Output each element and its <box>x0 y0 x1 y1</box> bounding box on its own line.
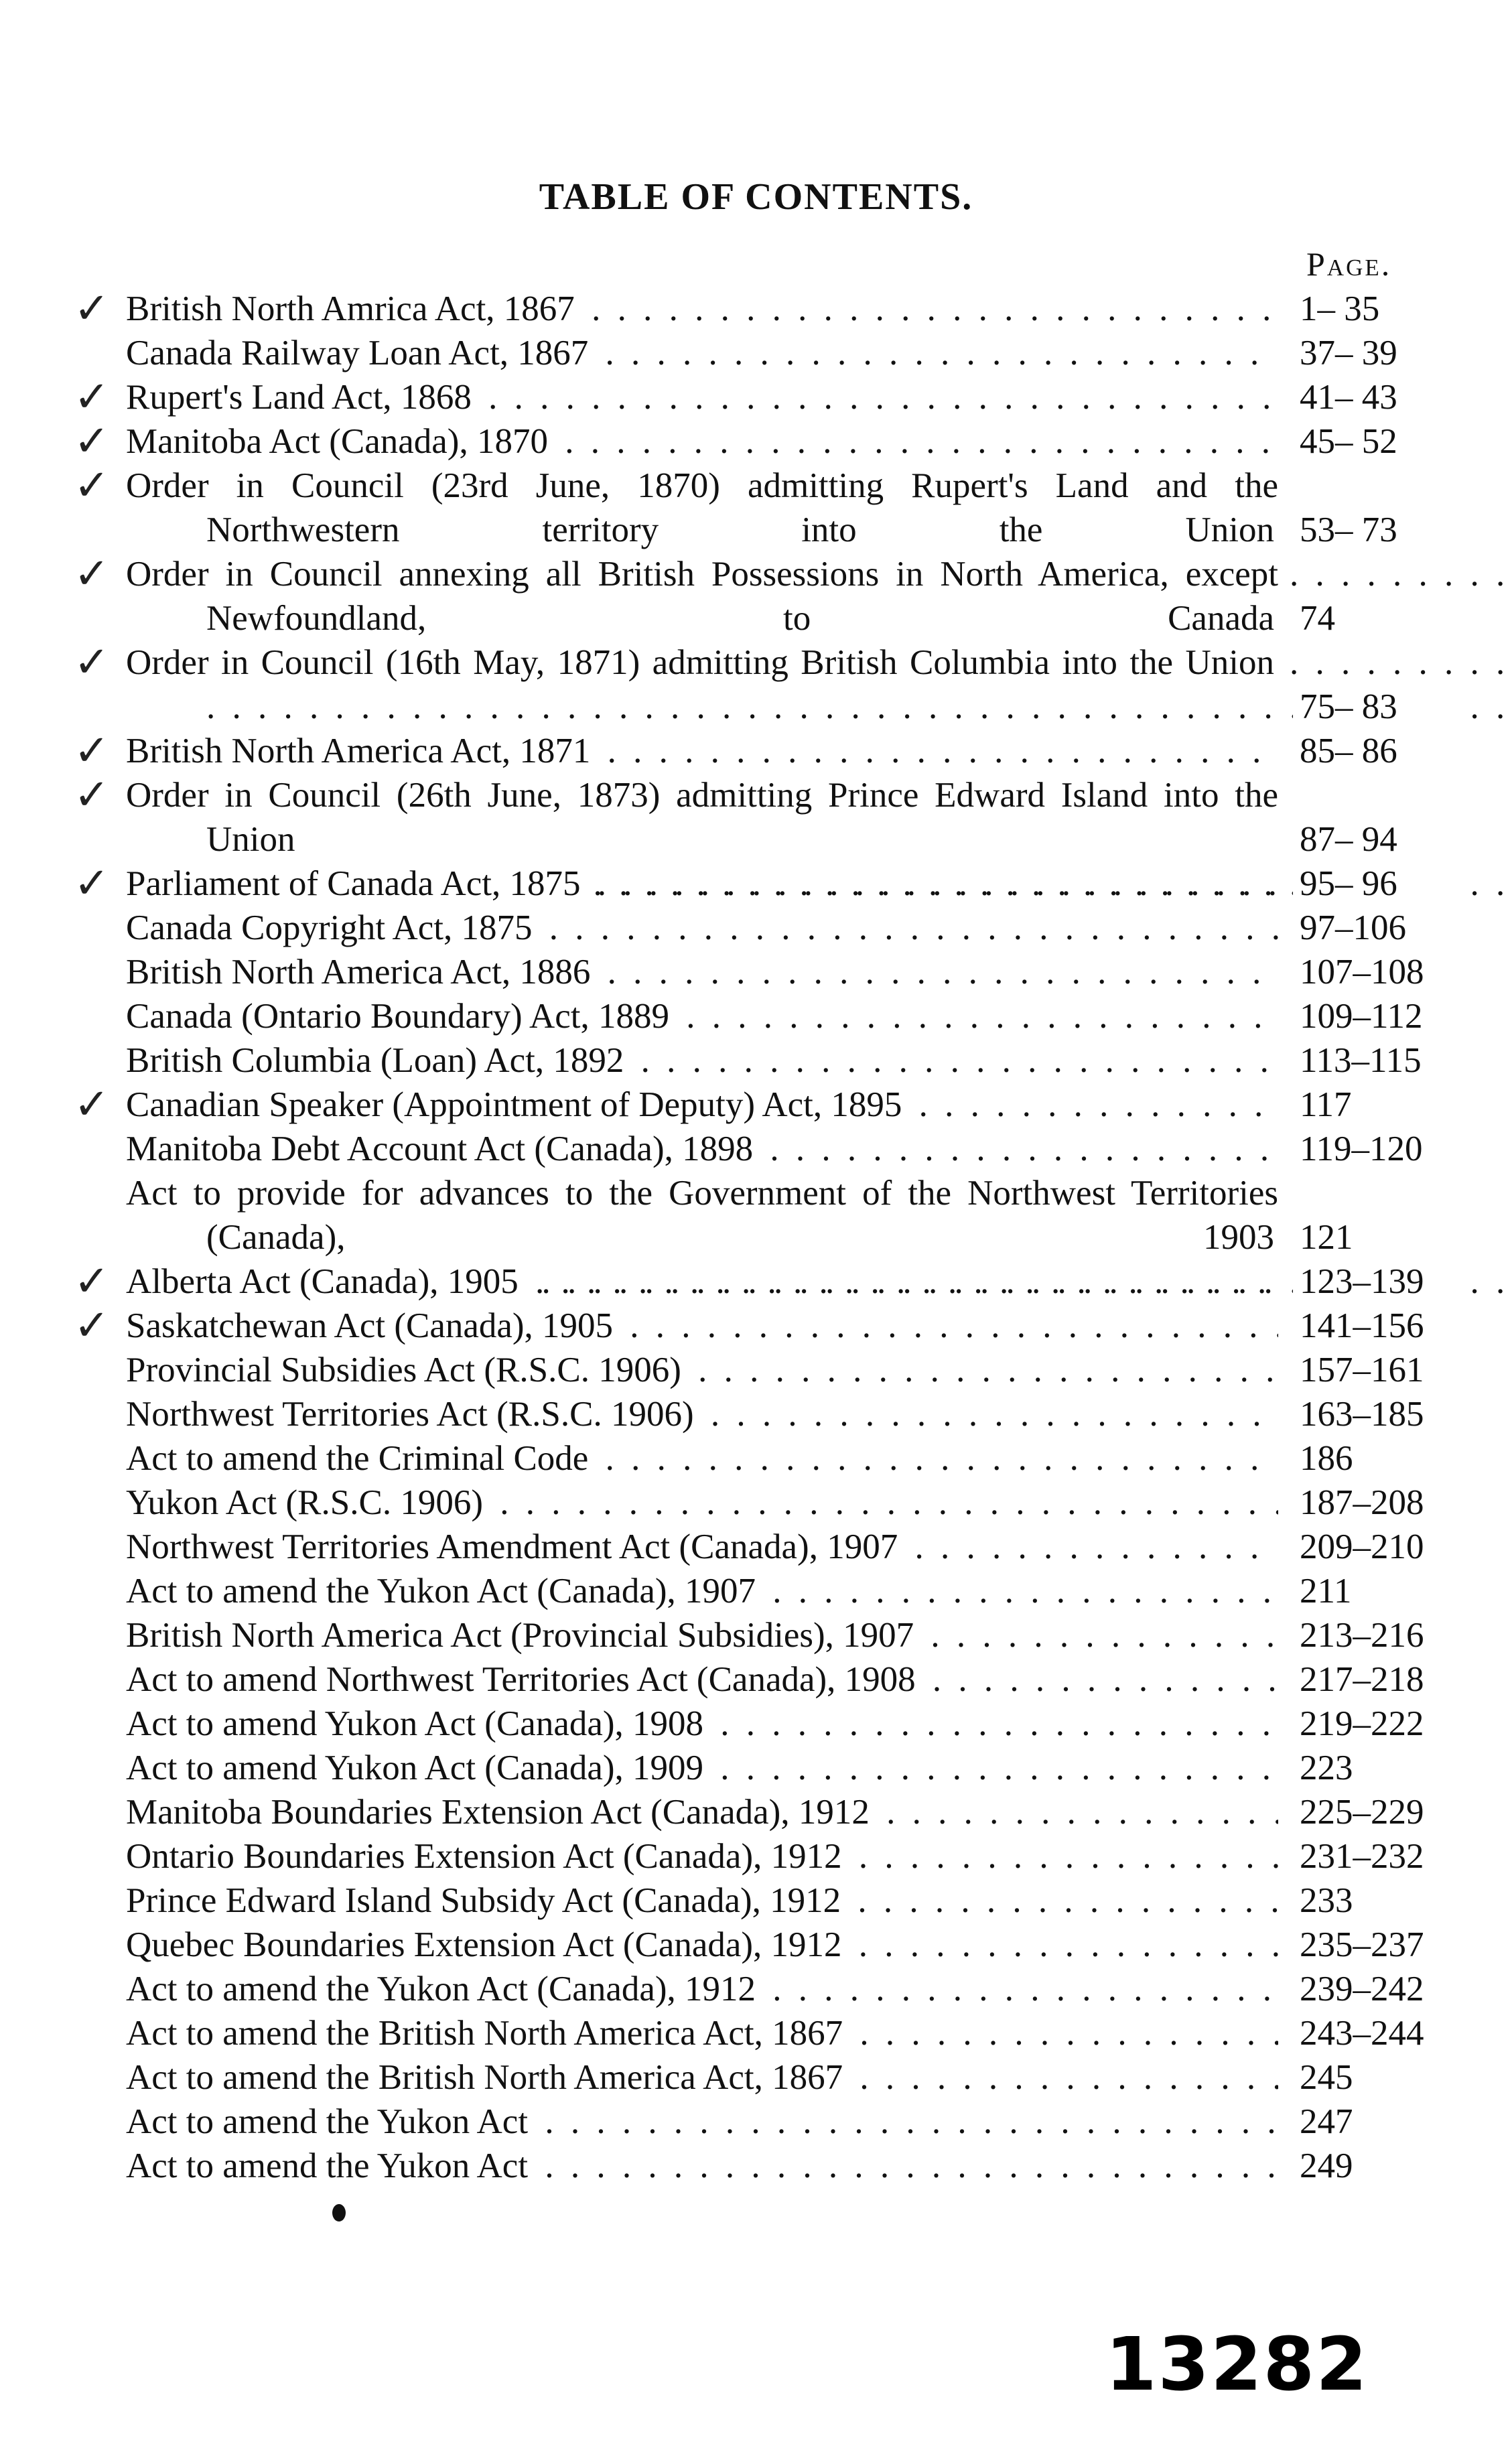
toc-entry-title-text: Order in Council (16th May, 1871) admitting British Columbia into the Union <box>126 643 1278 682</box>
toc-entry-title <box>126 1083 1278 1127</box>
toc-entry-title <box>126 1790 1278 1834</box>
toc-entry-title <box>126 1834 1278 1878</box>
toc-entry <box>0 1348 1512 1392</box>
toc-entry <box>0 331 1512 375</box>
toc-entry-page: 117 <box>1293 1083 1454 1127</box>
toc-entry-title-text: British North America Act, 1886 <box>126 953 594 991</box>
toc-entry-title <box>126 1702 1278 1746</box>
toc-entry-title <box>126 1127 1278 1171</box>
toc-entry <box>0 1304 1512 1348</box>
toc-entry <box>0 1569 1512 1613</box>
toc-entry <box>0 2144 1512 2188</box>
toc-entry <box>0 994 1512 1038</box>
toc-entry-title-text: Canadian Speaker (Appointment of Deputy) Act, 1895 <box>126 1085 906 1124</box>
toc-entry <box>0 2055 1512 2100</box>
toc-entry-title-text: Canada Copyright Act, 1875 <box>126 908 536 947</box>
toc-entry-title <box>126 1481 1278 1525</box>
toc-entry-page: 107–108 <box>1293 950 1454 994</box>
page-column-header: Page. <box>1306 245 1392 283</box>
toc-entry <box>0 1481 1512 1525</box>
toc-entry-page: 45– 52 <box>1293 419 1454 464</box>
check-mark-icon: ✓ <box>74 727 110 774</box>
toc-entry-title-text: Manitoba Act (Canada), 1870 <box>126 422 552 461</box>
toc-entry-title-text: Act to amend the Yukon Act (Canada), 1907 <box>126 1572 760 1611</box>
toc-entry-title-text: Act to amend Northwest Territories Act (Canada), 1908 <box>126 1660 920 1699</box>
toc-entry <box>0 552 1512 640</box>
toc-entry <box>0 1171 1512 1259</box>
toc-entry <box>0 2011 1512 2055</box>
toc-entry-page: 113–115 <box>1293 1038 1454 1083</box>
toc-entry-page: 119–120 <box>1293 1127 1454 1171</box>
toc-entry-page: 1– 35 <box>1293 287 1454 331</box>
toc-entry-title-text: Quebec Boundaries Extension Act (Canada), 1912 <box>126 1925 846 1964</box>
toc-entry-title-text: British North America Act (Provincial Subsidies), 1907 <box>126 1616 918 1655</box>
toc-entry-page: 141–156 <box>1293 1304 1454 1348</box>
toc-entry-title-text: British North America Act, 1871 <box>126 732 594 770</box>
toc-entry <box>0 287 1512 331</box>
toc-entry-page: 37– 39 <box>1293 331 1454 375</box>
toc-entry-title <box>126 2055 1278 2100</box>
toc-entry-title-text: Northwest Territories Act (R.S.C. 1906) <box>126 1395 698 1434</box>
toc-entry-page: 41– 43 <box>1293 375 1454 419</box>
toc-entry-title-text: Act to amend the Criminal Code <box>126 1439 592 1478</box>
toc-entry-page: 85– 86 <box>1293 729 1454 773</box>
toc-entry-title-text: Parliament of Canada Act, 1875 <box>126 864 585 903</box>
check-mark-icon: ✓ <box>74 417 110 465</box>
toc-entry-page: 223 <box>1293 1746 1454 1790</box>
toc-entry-title-text: Canada Railway Loan Act, 1867 <box>126 334 592 372</box>
toc-entry <box>0 1834 1512 1878</box>
toc-entry <box>0 1127 1512 1171</box>
check-mark-icon: ✓ <box>74 860 110 907</box>
toc-entry-page: 249 <box>1293 2144 1454 2188</box>
toc-entry <box>0 729 1512 773</box>
toc-entry <box>0 906 1512 950</box>
toc-entry-title <box>126 906 1278 950</box>
check-mark-icon: ✓ <box>74 373 110 421</box>
toc-entry-page: 123–139 <box>1293 1259 1454 1304</box>
toc-entry-title <box>126 729 1278 773</box>
toc-entry-page: 186 <box>1293 1436 1454 1481</box>
toc-entry-title <box>126 1657 1278 1702</box>
toc-entry <box>0 1259 1512 1304</box>
toc-entry-page: 109–112 <box>1293 994 1454 1038</box>
toc-entry-page: 163–185 <box>1293 1392 1454 1436</box>
toc-entry-title <box>126 2144 1278 2188</box>
check-mark-icon: ✓ <box>74 285 110 332</box>
toc-entry-title-text: Prince Edward Island Subsidy Act (Canada), 1912 <box>126 1881 845 1920</box>
toc-entry-page: 243–244 <box>1293 2011 1454 2055</box>
toc-entry <box>0 1038 1512 1083</box>
toc-entry-title <box>126 1923 1278 1967</box>
toc-entry-title <box>126 1525 1278 1569</box>
check-mark-icon: ✓ <box>74 771 110 819</box>
toc-entry-title <box>126 331 1278 375</box>
toc-entry-title-text: British Columbia (Loan) Act, 1892 <box>126 1041 628 1080</box>
check-mark-icon: ✓ <box>74 1257 110 1305</box>
toc-entry-title <box>126 1304 1278 1348</box>
toc-entry-title-text: Manitoba Debt Account Act (Canada), 1898 <box>126 1130 757 1168</box>
toc-entry-title-text: Ontario Boundaries Extension Act (Canada), 1912 <box>126 1837 846 1876</box>
toc-entry-page: 95– 96 <box>1293 862 1454 906</box>
toc-entry-page: 225–229 <box>1293 1790 1454 1834</box>
toc-entry-page: 217–218 <box>1293 1657 1454 1702</box>
check-mark-icon: ✓ <box>74 638 110 686</box>
toc-entry-title <box>126 1746 1278 1790</box>
toc-entry-title <box>126 287 1278 331</box>
toc-entry-title-text: Canada (Ontario Boundary) Act, 1889 <box>126 997 673 1036</box>
accession-number-stamp: 13282 <box>1105 2321 1369 2407</box>
toc-entry-page: 74 <box>1293 596 1454 640</box>
toc-entry <box>0 950 1512 994</box>
toc-entry-title-text: Order in Council annexing all British Possessions in North America, except Newfoundland, to Canada <box>126 555 1278 638</box>
toc-entry-title <box>126 1436 1278 1481</box>
toc-entry <box>0 1436 1512 1481</box>
toc-entry-title <box>126 1967 1278 2011</box>
toc-entry-title <box>126 1569 1278 1613</box>
toc-entry-page: 211 <box>1293 1569 1454 1613</box>
toc-entry <box>0 419 1512 464</box>
toc-entry <box>0 1967 1512 2011</box>
toc-entry <box>0 1746 1512 1790</box>
toc-entry-title-text: Act to amend the Yukon Act (Canada), 1912 <box>126 1970 760 2008</box>
toc-entry <box>0 1878 1512 1923</box>
toc-entry-title-text: Order in Council (26th June, 1873) admitting Prince Edward Island into the Union <box>126 776 1278 859</box>
toc-entry <box>0 1392 1512 1436</box>
toc-entry-title-text: Provincial Subsidies Act (R.S.C. 1906) <box>126 1351 685 1389</box>
toc-entry-title <box>126 1038 1278 1083</box>
check-mark-icon: ✓ <box>74 550 110 598</box>
toc-entry <box>0 1613 1512 1657</box>
toc-entry-title <box>126 1392 1278 1436</box>
toc-entry-page: 187–208 <box>1293 1481 1454 1525</box>
toc-entry-title <box>126 1613 1278 1657</box>
toc-entry-page: 87– 94 <box>1293 817 1454 862</box>
toc-entry-page: 53– 73 <box>1293 508 1454 552</box>
toc-entry <box>0 1790 1512 1834</box>
toc-entry <box>0 862 1512 906</box>
toc-entry <box>0 1657 1512 1702</box>
toc-entry <box>0 464 1512 552</box>
toc-entry-title-text: Act to amend the British North America Act, 1867 <box>126 2014 847 2053</box>
toc-entry-title-text: Saskatchewan Act (Canada), 1905 <box>126 1306 617 1345</box>
toc-entry-title-text: Order in Council (23rd June, 1870) admitting Rupert's Land and the Northwestern territory into the Union <box>126 466 1278 549</box>
page-title: TABLE OF CONTENTS. <box>539 176 973 218</box>
toc-entry-title-text: Northwest Territories Amendment Act (Canada), 1907 <box>126 1527 902 1566</box>
toc-entry-title-text: Rupert's Land Act, 1868 <box>126 378 476 417</box>
toc-entry-title <box>126 375 1278 419</box>
toc-entry-page: 97–106 <box>1293 906 1454 950</box>
toc-entry-page: 157–161 <box>1293 1348 1454 1392</box>
table-of-contents <box>0 287 1512 2188</box>
toc-entry-title <box>126 419 1278 464</box>
check-mark-icon: ✓ <box>74 1302 110 1349</box>
toc-entry-title <box>126 2011 1278 2055</box>
toc-entry <box>0 1923 1512 1967</box>
toc-entry-page: 233 <box>1293 1878 1454 1923</box>
toc-entry-page: 209–210 <box>1293 1525 1454 1569</box>
toc-entry <box>0 773 1512 862</box>
toc-entry-title-text: Act to amend the Yukon Act <box>126 2146 532 2185</box>
toc-entry-page: 235–237 <box>1293 1923 1454 1967</box>
ink-mark <box>332 2204 346 2221</box>
toc-entry-page: 121 <box>1293 1215 1454 1259</box>
toc-entry-page: 245 <box>1293 2055 1454 2100</box>
check-mark-icon: ✓ <box>74 1081 110 1128</box>
toc-entry-title <box>126 2100 1278 2144</box>
toc-entry-page: 239–242 <box>1293 1967 1454 2011</box>
toc-entry-title-text: Yukon Act (R.S.C. 1906) <box>126 1483 487 1522</box>
toc-entry <box>0 1083 1512 1127</box>
toc-entry-title <box>126 994 1278 1038</box>
toc-entry-page: 213–216 <box>1293 1613 1454 1657</box>
toc-entry-title-text: Manitoba Boundaries Extension Act (Canada), 1912 <box>126 1793 874 1832</box>
toc-entry-title-text: British North Amrica Act, 1867 <box>126 289 579 328</box>
toc-entry-title <box>126 1348 1278 1392</box>
toc-entry <box>0 2100 1512 2144</box>
toc-entry-title <box>126 1878 1278 1923</box>
toc-entry-page: 247 <box>1293 2100 1454 2144</box>
toc-entry-title-text: Act to amend the British North America Act, 1867 <box>126 2058 847 2097</box>
toc-entry <box>0 1525 1512 1569</box>
toc-entry-page: 219–222 <box>1293 1702 1454 1746</box>
toc-entry-title-text: Act to amend the Yukon Act <box>126 2102 532 2141</box>
toc-entry-title-text: Act to amend Yukon Act (Canada), 1908 <box>126 1704 707 1743</box>
toc-entry-title <box>126 640 1278 729</box>
toc-entry <box>0 640 1512 729</box>
toc-entry-title <box>126 862 1278 906</box>
toc-entry-title-text: Act to amend Yukon Act (Canada), 1909 <box>126 1749 707 1787</box>
check-mark-icon: ✓ <box>74 462 110 509</box>
toc-entry-page: 231–232 <box>1293 1834 1454 1878</box>
toc-entry-title <box>126 950 1278 994</box>
toc-entry-title-text: Alberta Act (Canada), 1905 <box>126 1262 523 1301</box>
toc-entry <box>0 375 1512 419</box>
toc-entry-title <box>126 1259 1278 1304</box>
toc-entry-page: 75– 83 <box>1293 685 1454 729</box>
toc-entry-title-text: Act to provide for advances to the Government of the Northwest Territories (Canada), 1903 <box>126 1174 1278 1257</box>
toc-entry <box>0 1702 1512 1746</box>
